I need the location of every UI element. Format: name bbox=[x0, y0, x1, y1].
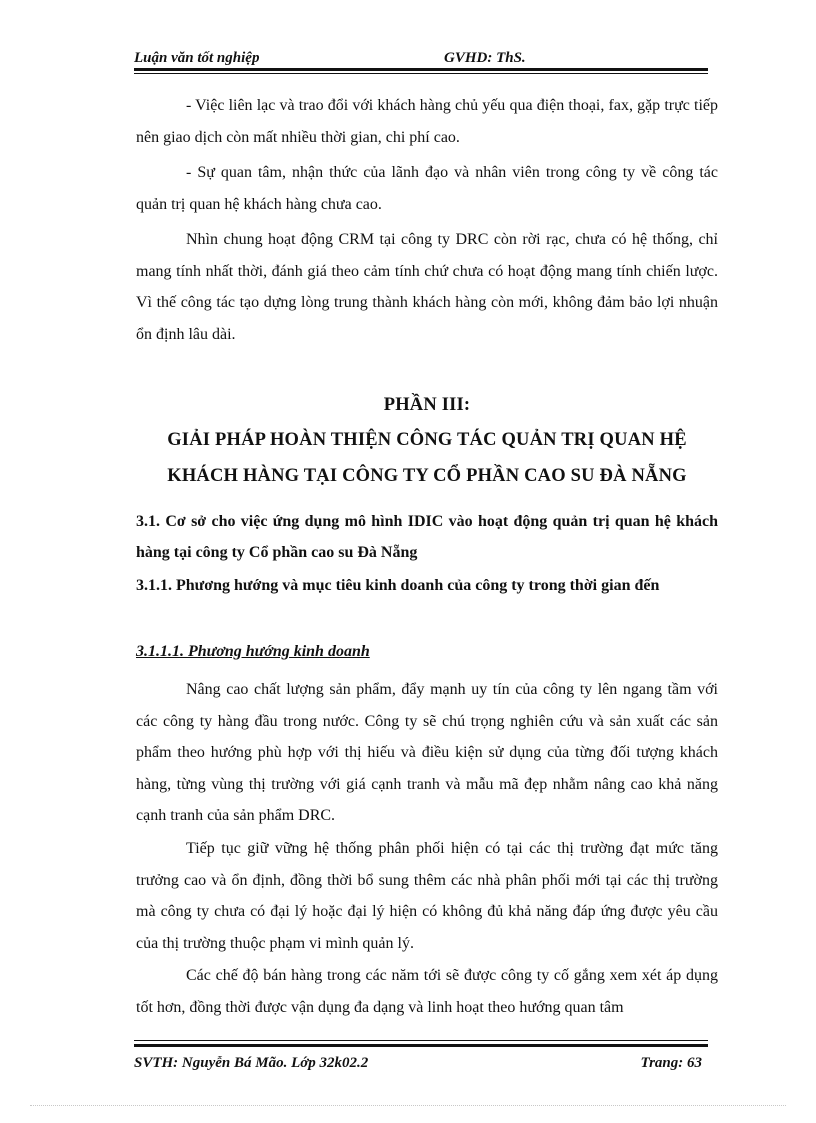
footer-student-info: SVTH: Nguyễn Bá Mão. Lớp 32k02.2 bbox=[134, 1055, 369, 1071]
header-advisor-label: GVHD: ThS. bbox=[444, 50, 526, 66]
paragraph-sales-policy: Các chế độ bán hàng trong các năm tới sẽ được công ty cố gắng xem xét áp dụng tốt hơn, đồng thời được vận dụng đa dạng và linh hoạt theo hướng quan tâm bbox=[136, 967, 718, 1016]
part-label: PHẦN III: bbox=[383, 395, 471, 415]
part-title-line2: KHÁCH HÀNG TẠI CÔNG TY CỔ PHẦN CAO SU ĐÀ NẴNG bbox=[167, 466, 687, 486]
section-3-1-heading: 3.1. Cơ sở cho việc ứng dụng mô hình IDIC vào hoạt động quản trị quan hệ khách hàng tại công ty Cổ phần cao su Đà Nẵng bbox=[136, 513, 718, 561]
paragraph-crm-summary: Nhìn chung hoạt động CRM tại công ty DRC còn rời rạc, chưa có hệ thống, chỉ mang tính nhất thời, đánh giá theo cảm tính chứ chưa có hoạt động mang tính chiến lược. Vì thế công tác tạo dựng lòng trung thành khách hàng còn mới, không đảm bảo lợi nhuận ổn định lâu dài. bbox=[136, 231, 718, 343]
page-footer bbox=[134, 1040, 708, 1080]
page-bottom-dotted-border bbox=[30, 1105, 786, 1106]
paragraph-product-quality: Nâng cao chất lượng sản phẩm, đẩy mạnh uy tín của công ty lên ngang tầm với các công ty hàng đầu trong nước. Công ty sẽ chú trọng nghiên cứu và sản xuất các sản phẩm theo hướng phù hợp với thị hiếu và điều kiện sử dụng của từng đối tượng khách hàng, từng vùng thị trường với giá cạnh tranh và mẫu mã đẹp nhằm nâng cao khả năng cạnh tranh của sản phẩm DRC. bbox=[136, 681, 718, 825]
page-header bbox=[134, 46, 708, 74]
section-3-1-1-1-wrapper bbox=[136, 636, 718, 667]
section-3-1-1-1-heading: 3.1.1.1. Phương hướng kinh doanh bbox=[136, 643, 370, 660]
header-thesis-label: Luận văn tốt nghiệp bbox=[134, 50, 260, 66]
footer-page-number: Trang: 63 bbox=[640, 1055, 702, 1071]
paragraph-distribution: Tiếp tục giữ vững hệ thống phân phối hiện có tại các thị trường đạt mức tăng trưởng cao và ổn định, đồng thời bổ sung thêm các nhà phân phối mới tại các thị trường mà công ty chưa có đại lý hoặc đại lý hiện có không đủ khả năng đáp ứng được yêu cầu của thị trường thuộc phạm vi mình quản lý. bbox=[136, 840, 718, 952]
part-title-line1: GIẢI PHÁP HOÀN THIỆN CÔNG TÁC QUẢN TRỊ QUAN HỆ bbox=[167, 430, 687, 450]
header-rule-thin bbox=[134, 73, 708, 74]
section-3-1-1-heading: 3.1.1. Phương hướng và mục tiêu kinh doanh của công ty trong thời gian đến bbox=[136, 577, 660, 594]
footer-rule-thick bbox=[134, 1044, 708, 1047]
header-rule-thick bbox=[134, 68, 708, 71]
footer-rule-thin bbox=[134, 1040, 708, 1041]
paragraph-contact-limitations: - Việc liên lạc và trao đổi với khách hàng chủ yếu qua điện thoại, fax, gặp trực tiếp nên giao dịch còn mất nhiều thời gian, chi phí cao. bbox=[136, 97, 718, 146]
paragraph-awareness: - Sự quan tâm, nhận thức của lãnh đạo và nhân viên trong công ty về công tác quản trị quan hệ khách hàng chưa cao. bbox=[136, 164, 718, 213]
